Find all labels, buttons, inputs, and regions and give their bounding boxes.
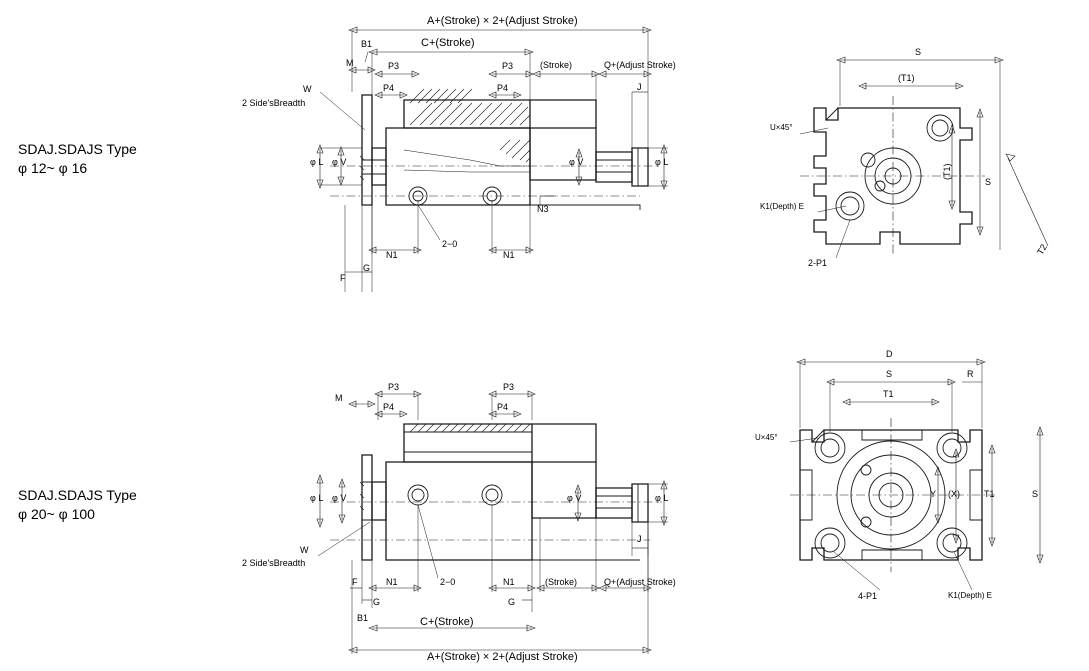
dim-label-b1-bottom: B1 [357, 613, 369, 623]
dim-label-stroke-top: (Stroke) [540, 60, 573, 70]
dim-label-2-sides-breadth-top: 2 Side'sBreadth [242, 98, 306, 108]
dim-label-s-vertical-bottom-end: S [1032, 489, 1039, 499]
dim-label-2-p1-top-end: 2-P1 [808, 258, 828, 268]
dim-label-g-top: G [363, 263, 371, 273]
dim-label-r-bottom-end: R [967, 369, 974, 379]
dim-label-s-bottom-end: S [886, 369, 893, 379]
dim-label-m-bottom: M [335, 393, 343, 403]
bottom-view-title-line1: SDAJ.SDAJS Type [18, 487, 137, 503]
dim-label-p4-left-bottom: P4 [383, 402, 395, 412]
dim-label-u45-top-end: U×45° [770, 123, 793, 132]
dim-label-p4-left-top: P4 [383, 83, 395, 93]
bottom-view-title-line2: φ 20~ φ 100 [18, 506, 95, 522]
dim-label-t2-top-end: T2 [1035, 242, 1050, 257]
dim-label-b1-top: B1 [361, 39, 373, 49]
dim-label-q-adjust-stroke-top: Q+(Adjust Stroke) [604, 60, 676, 70]
dim-label-s-top-end: S [915, 47, 922, 57]
dim-label-t1-top-bottom-end: T1 [883, 389, 894, 399]
dim-label-j-top: J [637, 82, 642, 92]
dim-label-g-right-bottom: G [508, 597, 516, 607]
dim-label-f-top: F [340, 273, 346, 283]
dim-label-phi-v-right-top: φ V [569, 157, 584, 167]
dim-label-p4-right-bottom: P4 [497, 402, 509, 412]
dim-label-w-bottom: W [300, 545, 309, 555]
dim-label-2-0-bottom: 2−0 [440, 577, 456, 587]
dim-label-t1-vertical-bottom-end: T1 [984, 489, 995, 499]
dim-label-t1-top-end: (T1) [898, 73, 915, 83]
dim-label-m-top: M [346, 58, 354, 68]
dim-label-phi-l-right-top: φ L [655, 157, 669, 167]
dim-label-phi-v-left-top: φ V [332, 157, 347, 167]
dim-label-p3-left-top: P3 [388, 61, 400, 71]
dim-label-stroke-bottom: (Stroke) [545, 577, 578, 587]
dim-label-u45-bottom-end: U×45° [755, 433, 778, 442]
dim-label-phi-l-right-bottom: φ L [655, 493, 669, 503]
dim-label-a-stroke-bottom: A+(Stroke) × 2+(Adjust Stroke) [427, 651, 578, 663]
dim-label-q-adjust-stroke-bottom: Q+(Adjust Stroke) [604, 577, 676, 587]
dim-label-phi-v-right-bottom: φ V [567, 493, 582, 503]
dim-label-2-0-top: 2−0 [442, 239, 458, 249]
dim-label-y-bottom-end: Y [930, 489, 937, 499]
dim-label-f-bottom: F [352, 577, 358, 587]
top-view-title-line2: φ 12~ φ 16 [18, 160, 88, 176]
dim-label-c-stroke-bottom: C+(Stroke) [420, 616, 474, 628]
dim-label-k1-depth-e-top-end: K1(Depth) E [760, 202, 805, 211]
dim-label-4-p1-bottom-end: 4-P1 [858, 591, 878, 601]
dim-label-d-bottom-end: D [886, 349, 893, 359]
dim-label-k1-depth-e-bottom-end: K1(Depth) E [948, 591, 993, 600]
dim-label-j-bottom: J [637, 534, 642, 544]
dim-label-2-sides-breadth-bottom: 2 Side'sBreadth [242, 558, 306, 568]
dim-label-n1-left-bottom: N1 [386, 577, 398, 587]
dim-label-phi-l-left-top: φ L [310, 157, 324, 167]
dim-label-phi-l-left-bottom: φ L [310, 493, 324, 503]
dim-label-x-bottom-end: (X) [948, 489, 960, 499]
dim-label-a-stroke-top: A+(Stroke) × 2+(Adjust Stroke) [427, 15, 578, 27]
dim-label-t1-vertical-top-end: (T1) [942, 163, 952, 180]
dim-label-n1-right-top: N1 [503, 250, 515, 260]
top-view-title-line1: SDAJ.SDAJS Type [18, 141, 137, 157]
dim-label-w-top: W [303, 84, 312, 94]
dim-label-p3-right-bottom: P3 [503, 382, 515, 392]
dim-label-p3-left-bottom: P3 [388, 382, 400, 392]
dim-label-p3-right-top: P3 [502, 61, 514, 71]
dim-label-n1-left-top: N1 [386, 250, 398, 260]
dim-label-g-left-bottom: G [373, 597, 381, 607]
dim-label-c-stroke-top: C+(Stroke) [421, 37, 475, 49]
dim-label-phi-v-left-bottom: φ V [332, 493, 347, 503]
dim-label-s-vertical-top-end: S [985, 177, 992, 187]
dim-label-n1-right-bottom: N1 [503, 577, 515, 587]
dim-label-n3-top: N3 [537, 204, 549, 214]
dim-label-p4-right-top: P4 [497, 83, 509, 93]
